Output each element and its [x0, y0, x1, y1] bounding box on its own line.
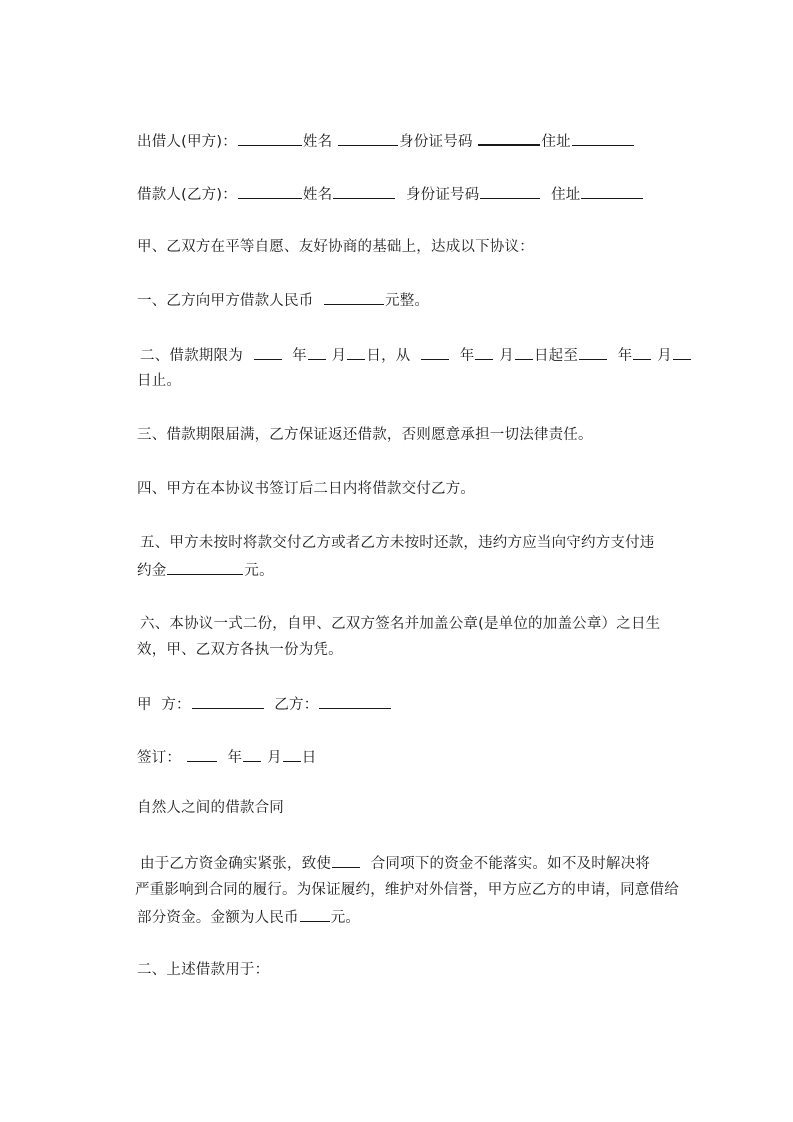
signed-day-label: 日	[301, 750, 317, 766]
lender-address-blank[interactable]	[572, 131, 634, 146]
term-days-blank[interactable]	[347, 345, 365, 360]
term-years-blank[interactable]	[254, 345, 282, 360]
lender-name-label: 姓名	[302, 134, 333, 150]
clause-6-line-1: 六、本协议一式二份，自甲、乙双方签名并加盖公章(是单位的加盖公章）之日生	[140, 616, 661, 632]
clause-2-line-1	[140, 345, 692, 366]
signed-month-label: 月	[267, 750, 282, 766]
second-para-line-2: 严重影响到合同的履行。为保证履约，维护对外信誉，甲方应乙方的申请，同意借给	[135, 882, 679, 898]
signed-date-line	[137, 747, 316, 768]
loan-amount-blank[interactable]	[324, 290, 384, 305]
second-para-line-3	[137, 907, 360, 928]
signed-day-blank[interactable]	[283, 747, 301, 762]
second-amount-blank[interactable]	[300, 907, 330, 922]
lender-blank[interactable]	[238, 131, 302, 146]
lender-id-blank[interactable]	[478, 130, 540, 146]
start-year-blank[interactable]	[421, 345, 449, 360]
party-a-signature-blank[interactable]	[192, 694, 264, 709]
borrower-line	[137, 184, 644, 205]
intro-text: 甲、乙双方在平等自愿、友好协商的基础上，达成以下协议：	[137, 239, 534, 255]
end-month-label: 月	[657, 348, 672, 364]
borrower-name-blank[interactable]	[333, 184, 395, 199]
second-clause-2: 二、上述借款用于：	[137, 962, 270, 978]
clause-1-text: 一、乙方向甲方借款人民币	[137, 293, 314, 309]
borrower-label: 借款人(乙方)：	[137, 187, 237, 203]
lender-line	[137, 130, 635, 152]
party-b-label: 乙方：	[274, 697, 319, 713]
para-1b: 合同项下的资金不能落实。如不及时解决将	[370, 856, 651, 872]
borrower-id-blank[interactable]	[480, 184, 540, 199]
start-month-blank[interactable]	[475, 345, 493, 360]
lender-name-blank[interactable]	[338, 131, 398, 146]
clause-2-line-2: 日止。	[137, 373, 182, 389]
clause-1-suffix: 元整。	[385, 293, 430, 309]
penalty-suffix: 元。	[244, 563, 274, 579]
penalty-label: 约金	[137, 563, 167, 579]
clause-6-line-2: 效，甲、乙双方各执一份为凭。	[137, 642, 343, 658]
party-b-signature-blank[interactable]	[319, 694, 391, 709]
clause-1	[137, 290, 429, 311]
borrower-blank[interactable]	[238, 184, 302, 199]
second-contract-title: 自然人之间的借款合同	[137, 800, 284, 816]
lender-id-label: 身份证号码	[399, 134, 473, 150]
clause-2-prefix: 二、借款期限为	[140, 348, 243, 364]
end-year-blank[interactable]	[579, 345, 607, 360]
para-3a: 部分资金。金额为人民币	[137, 910, 299, 926]
term-months-blank[interactable]	[308, 345, 326, 360]
lender-address-label: 住址	[541, 134, 571, 150]
year-label: 年	[292, 348, 307, 364]
para-3b: 元。	[330, 910, 361, 926]
borrower-address-blank[interactable]	[581, 184, 643, 199]
penalty-amount-blank[interactable]	[167, 560, 243, 575]
end-year-label: 年	[617, 348, 633, 364]
party-a-label: 甲 方：	[137, 697, 191, 713]
second-para-line-1	[140, 853, 650, 874]
clause-3: 三、借款期限届满，乙方保证返还借款，否则愿意承担一切法律责任。	[137, 427, 593, 443]
start-month-label: 月	[499, 348, 514, 364]
contract-name-blank[interactable]	[332, 853, 360, 868]
borrower-address-label: 住址	[551, 187, 581, 203]
para-1a: 由于乙方资金确实紧张，致使	[140, 856, 332, 872]
clause-5-line-2	[137, 560, 274, 581]
clause-5-line-1: 五、甲方未按时将款交付乙方或者乙方未按时还款，违约方应当向守约方支付违	[140, 535, 655, 551]
end-month-blank[interactable]	[633, 345, 651, 360]
start-year-label: 年	[459, 348, 475, 364]
signed-year-blank[interactable]	[187, 747, 217, 762]
clause-4: 四、甲方在本协议书签订后二日内将借款交付乙方。	[137, 481, 476, 497]
signed-month-blank[interactable]	[243, 747, 261, 762]
borrower-name-label: 姓名	[302, 187, 333, 203]
day-from-label: 日，从	[366, 348, 411, 364]
signature-line	[137, 694, 392, 715]
month-label: 月	[331, 348, 347, 364]
signed-label: 签订：	[137, 750, 182, 766]
start-day-blank[interactable]	[515, 345, 533, 360]
end-day-blank[interactable]	[673, 345, 691, 360]
lender-label: 出借人(甲方)：	[137, 134, 237, 150]
day-start-label: 日起至	[533, 348, 579, 364]
signed-year-label: 年	[227, 750, 243, 766]
borrower-id-label: 身份证号码	[405, 187, 480, 203]
